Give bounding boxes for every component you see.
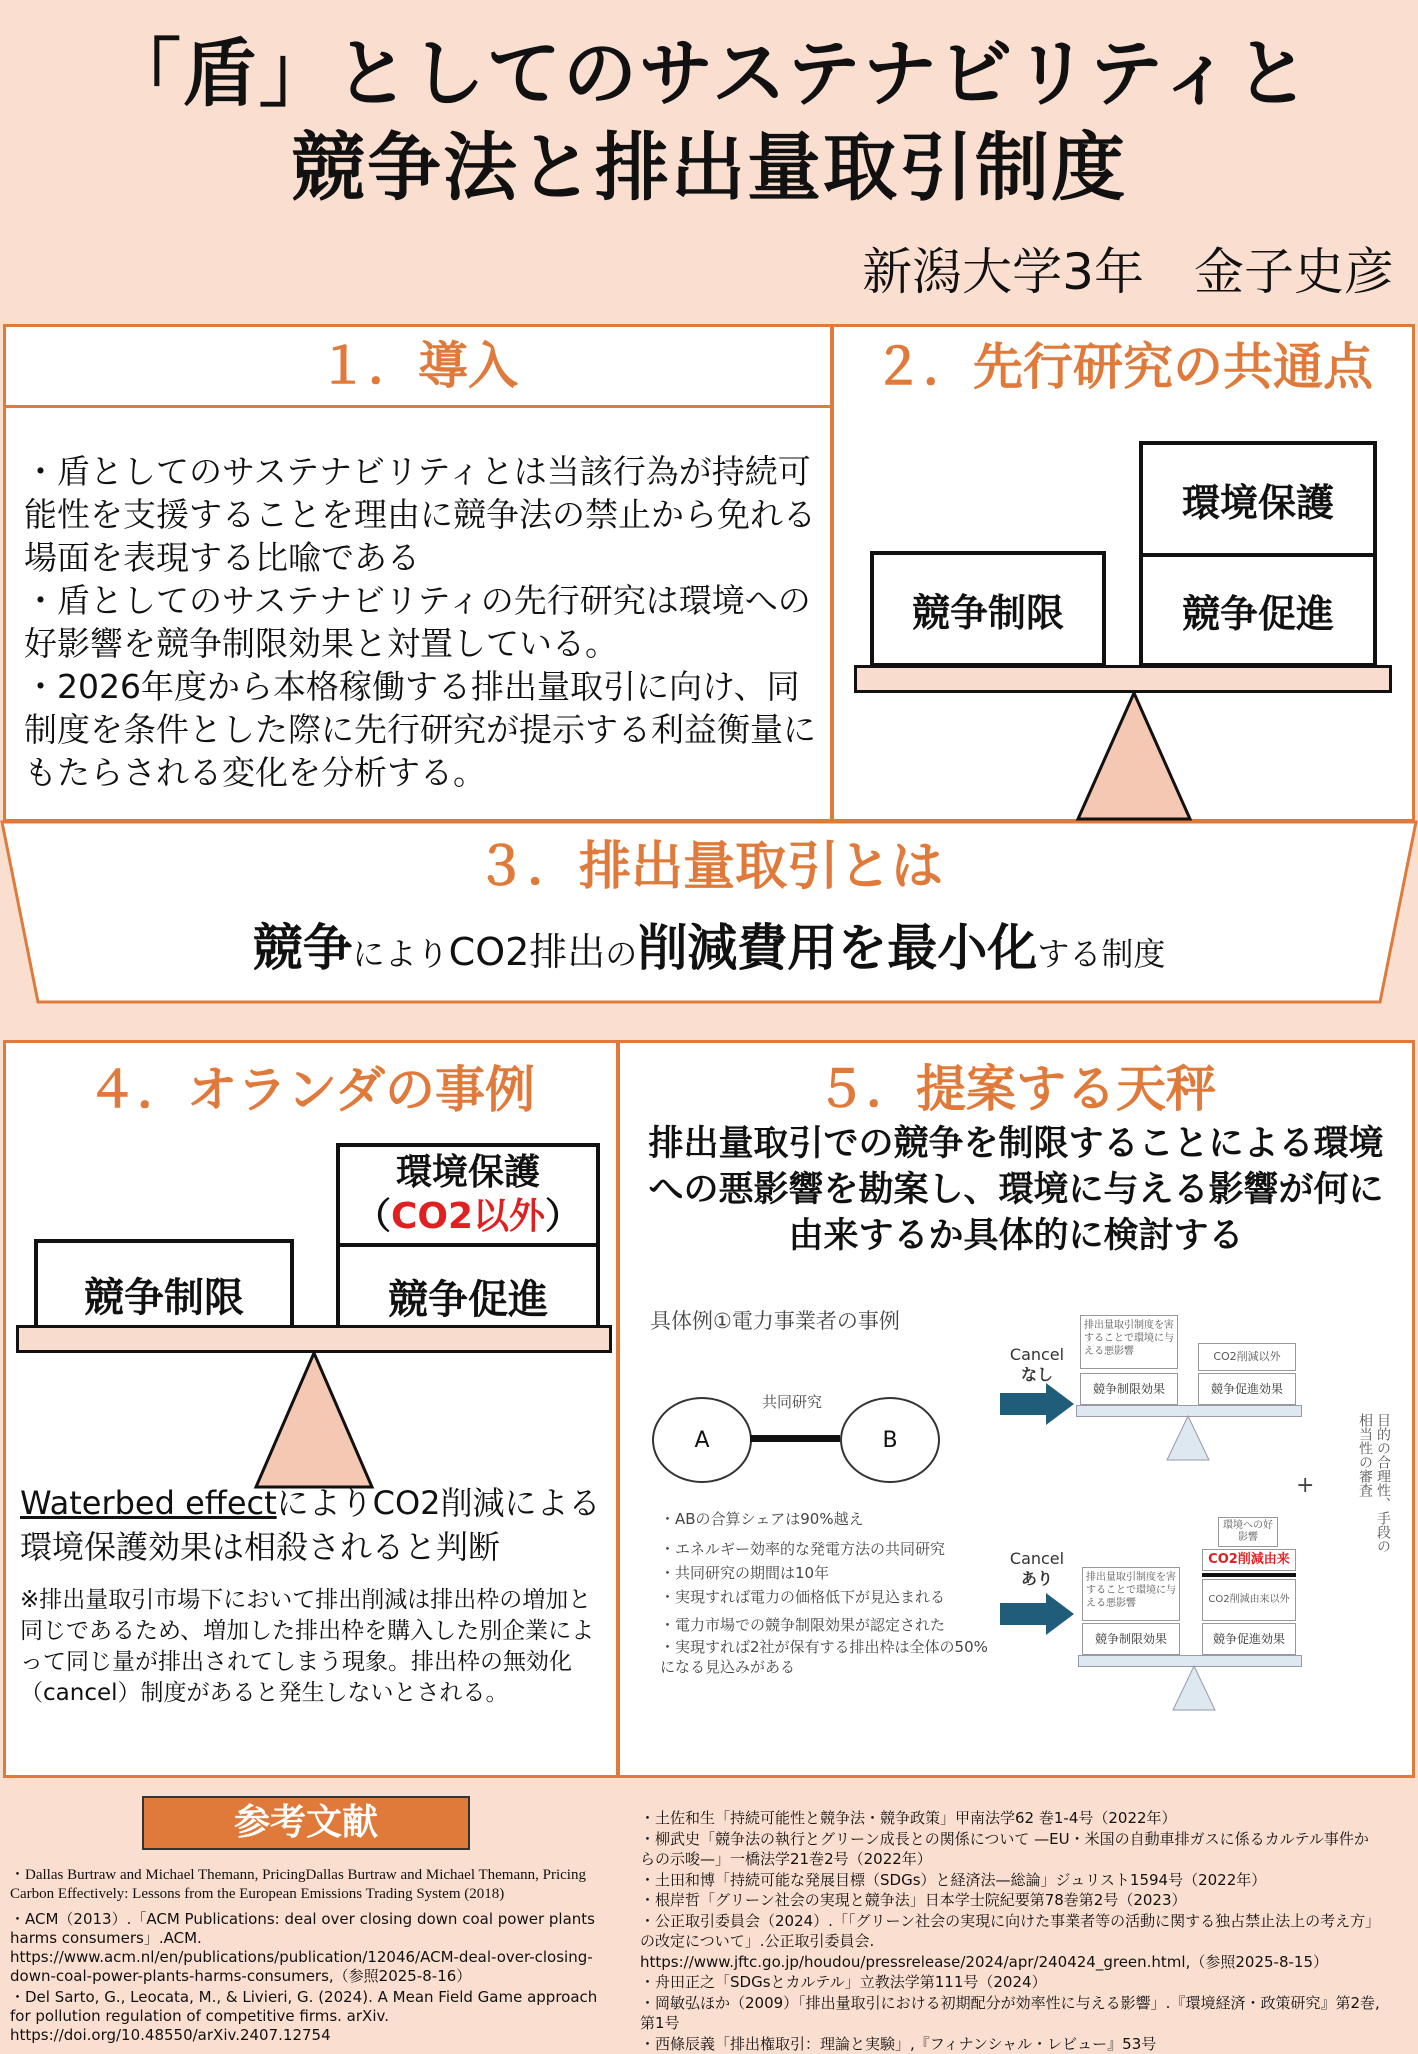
poster-title-line2: 競争法と排出量取引制度 (0, 120, 1418, 216)
s2-fulcrum (1172, 1665, 1216, 1711)
waterbed-summary-text: によりCO2削減による環境保護効果は相殺されると判断 (20, 1484, 601, 1566)
cancel-label: Cancel (1002, 1345, 1072, 1365)
s2-positive-env-block: 環境への好影響 (1218, 1517, 1278, 1547)
section-netherlands-case (3, 1040, 619, 1778)
s2-non-co2-block: CO2削減由来以外 (1202, 1579, 1296, 1621)
cancel-sub-label: あり (1002, 1569, 1072, 1589)
reference-item: ・舟田正之「SDGsとカルテル」立教法学第111号（2024） (640, 1972, 1380, 1993)
reference-item: ・根岸哲「グリーン社会の実現と競争法」日本学士院紀要第78巻第2号（2023） (640, 1890, 1380, 1911)
list-item: ・電力市場での競争制限効果が認定された (660, 1613, 990, 1637)
arrow-right-icon (1000, 1593, 1076, 1635)
reference-item: ・Dallas Burtraw and Michael Themann, PricingDallas Burtraw and Michael Themann, Pricing Carbon Effectively: Lessons from the European Emissions Trading System (2018) (10, 1866, 622, 1904)
section-ets-heading: ３．排出量取引とは (0, 832, 1418, 902)
balance-beam (16, 1325, 612, 1353)
balance-fulcrum (1074, 691, 1194, 821)
review-criteria-note: 目的の合理性、手段の相当性の審査 (1350, 1413, 1392, 1563)
balance-beam (854, 665, 1392, 693)
list-item: ・エネルギー効率的な発電方法の共同研究 (660, 1537, 990, 1561)
references-right (640, 1808, 1380, 2054)
poster-title-line1: 「盾」としてのサステナビリティと (0, 26, 1418, 122)
joint-research-label: 共同研究 (762, 1391, 822, 1412)
reference-item: ・柳武史「競争法の執行とグリーン成長との関係について —EU・米国の自動車排ガスに係るカルテル事件からの示唆—」一橋法学21巻2号（2022年） (640, 1829, 1380, 1870)
reference-item: ・岡敏弘ほか（2009）「排出量取引における初期配分が効率性に与える影響」.『環境経済・政策研究』第2巻,第1号 (640, 1993, 1380, 2034)
references-heading: 参考文献 (142, 1796, 470, 1850)
cancel-yes-caption (1002, 1549, 1072, 1589)
section-prior-research-heading: ２．先行研究の共通点 (834, 327, 1412, 401)
proposal-lead: 排出量取引での競争を制限することによる環境への悪影響を勘案し、環境に与える影響が何に由来するか具体的に検討する (620, 1121, 1412, 1259)
reference-item: ・西條辰義「排出権取引：理論と実験」,『フィナンシャル・レビュー』53号 (640, 2034, 1380, 2054)
ets-word-co2: CO2排出 (449, 930, 606, 974)
reference-item: ・土田和博「持続可能な発展目標（SDGs）と経済法—総論」ジュリスト1594号（2022年） (640, 1870, 1380, 1891)
section-proposed-heading: ５．提案する天秤 (620, 1043, 1412, 1121)
section-intro-body (6, 408, 830, 794)
waterbed-note: ※排出量取引市場下において排出削減は排出枠の増加と同じであるため、増加した排出枠を購入した別企業によって同じ量が排出されてしまう現象。排出枠の無効化（cancel）制度があると発生しないとされる。 (20, 1585, 610, 1709)
reference-item: ・Del Sarto, G., Leocata, M., & Livieri, G. (2024). A Mean Field Game approach for pollution regulation of competitive firms. arXiv. https://doi.org/10.48550/arXiv.2407.12754 (10, 1988, 622, 2045)
block-label: 環境保護 (396, 1151, 540, 1195)
list-item: ・ABの合算シェアは90%越え (660, 1507, 990, 1531)
reference-item: ・土佐和生「持続可能性と競争法・競争政策」甲南法学62 巻1-4号（2022年） (640, 1808, 1380, 1829)
section-proposed-balance (617, 1040, 1415, 1778)
reference-item: ・公正取引委員会（2024）.「「グリーン社会の実現に向けた事業者等の活動に関する独占禁止法上の考え方」の改定について」.公正取引委員会. https://www.jftc.go.jp/houdou/pressrelease/2024/apr/240424_green.html,（参照2025-8-15） (640, 1911, 1380, 1973)
paren-open: （ (355, 1196, 391, 1237)
section-intro-heading: １．導入 (6, 327, 830, 408)
example-title: 具体例①電力事業者の事例 (650, 1305, 900, 1335)
example-bullets (660, 1507, 990, 1677)
ets-word: する制度 (1037, 935, 1165, 973)
waterbed-summary (20, 1481, 610, 1569)
author: 新潟大学3年 金子史彦 (862, 232, 1394, 304)
section-intro (3, 324, 833, 822)
intro-paragraph: ・盾としてのサステナビリティの先行研究は環境への好影響を競争制限効果と対置している。 (24, 579, 816, 665)
joint-research-link (750, 1435, 840, 1442)
reference-item: ・ACM（2013）.「ACM Publications: deal over closing down coal power plants harms consumers」.ACM. https://www.acm.nl/en/publications/publication/12046/ACM-deal-over-closing-down-coal-power-plants-harms-consumers,（参照2025-8-16） (10, 1910, 622, 1986)
block-competition-promotion: 競争促進 (336, 1243, 600, 1349)
block-competition-restriction: 競争制限 (34, 1239, 294, 1349)
plus-sign: + (1296, 1473, 1314, 1498)
s1-competition-restriction-block: 競争制限効果 (1080, 1373, 1178, 1405)
paren-close: ） (545, 1196, 581, 1237)
block-environment-protection: 環境保護 (1139, 441, 1377, 557)
section-ets-definition (0, 908, 1418, 980)
s1-fulcrum (1166, 1415, 1210, 1461)
s1-competition-promotion-block: 競争促進効果 (1198, 1373, 1296, 1405)
cancel-none-caption (1002, 1345, 1072, 1385)
waterbed-effect-term: Waterbed effect (20, 1484, 277, 1522)
cancel-label: Cancel (1002, 1549, 1072, 1569)
s1-negative-effect-block: 排出量取引制度を害することで環境に与える悪影響 (1080, 1315, 1178, 1369)
intro-paragraph: ・盾としてのサステナビリティとは当該行為が持続可能性を支援することを理由に競争法の禁止から免れる場面を表現する比喩である (24, 450, 816, 579)
co2-exclusion-label: CO2以外 (391, 1196, 545, 1237)
s2-competition-restriction-block: 競争制限効果 (1082, 1623, 1180, 1655)
cancel-sub-label: なし (1002, 1365, 1072, 1385)
ets-word: により (353, 935, 449, 973)
s2-co2-reduction-block: CO2削減由来 (1202, 1549, 1296, 1571)
balance-fulcrum (252, 1351, 376, 1489)
s1-non-co2-block: CO2削減以外 (1198, 1343, 1296, 1371)
s2-divider (1202, 1573, 1296, 1577)
ets-word-minimize-cost: 削減費用を最小化 (637, 919, 1037, 977)
ets-word: の (605, 935, 637, 973)
block-competition-promotion: 競争促進 (1139, 553, 1377, 667)
list-item: ・実現すれば電力の価格低下が見込まれる (660, 1585, 990, 1609)
arrow-right-icon (1000, 1383, 1076, 1425)
list-item: ・共同研究の期間は10年 (660, 1561, 990, 1585)
s2-competition-promotion-block: 競争促進効果 (1202, 1623, 1296, 1655)
block-competition-restriction: 競争制限 (870, 551, 1106, 667)
intro-paragraph: ・2026年度から本格稼働する排出量取引に向け、同制度を条件とした際に先行研究が提示する利益衡量にもたらされる変化を分析する。 (24, 665, 816, 794)
references-left (10, 1866, 622, 2045)
block-sub-label (355, 1195, 581, 1239)
list-item: ・実現すれば2社が保有する排出枠は全体の50%になる見込みがある (660, 1637, 990, 1677)
block-environment-protection-non-co2 (336, 1143, 600, 1247)
company-a-node: A (652, 1397, 752, 1483)
s2-negative-effect-block: 排出量取引制度を害することで環境に与える悪影響 (1082, 1567, 1180, 1621)
company-b-node: B (840, 1397, 940, 1483)
ets-word-competition: 競争 (253, 919, 353, 977)
section-netherlands-heading: ４．オランダの事例 (6, 1043, 616, 1123)
section-prior-research (831, 324, 1415, 822)
